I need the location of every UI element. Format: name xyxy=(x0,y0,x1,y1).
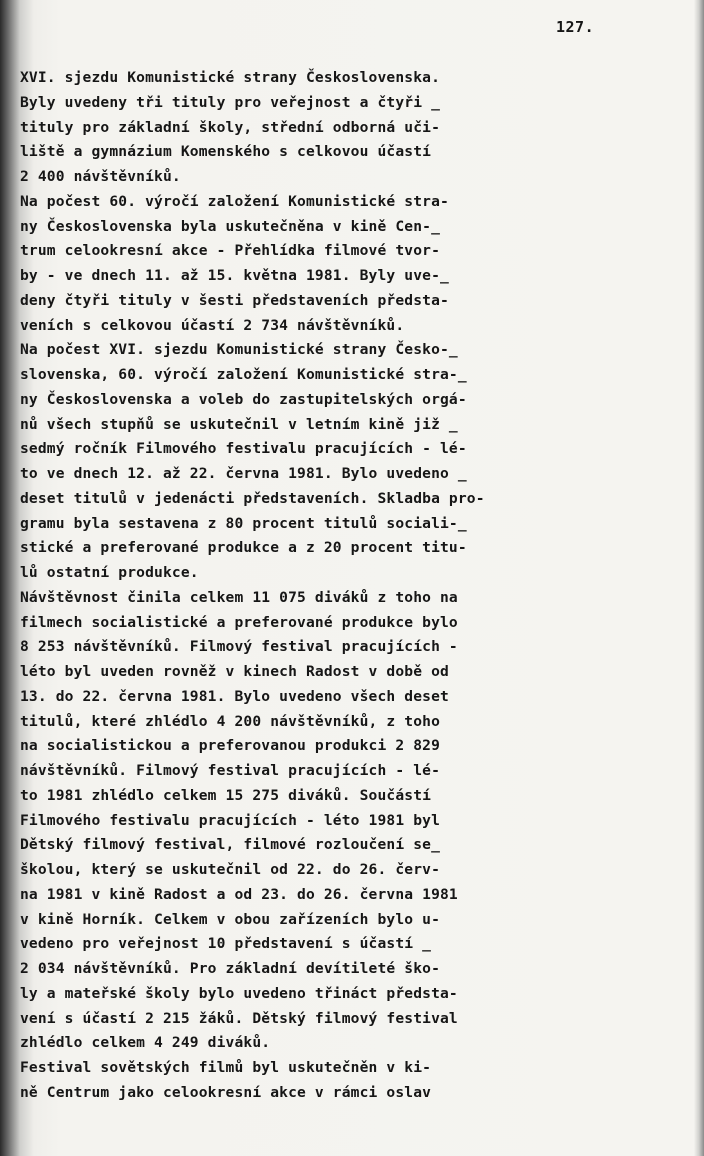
text-line: slovenska, 60. výročí založení Komunistické stra-_ xyxy=(20,366,467,383)
text-line: sedmý ročník Filmového festivalu pracujících - lé- xyxy=(20,440,467,458)
text-line: stické a preferované produkce a z 20 procent titu- xyxy=(20,539,467,557)
text-line: deny čtyři tituly v šesti představeních předsta- xyxy=(20,291,449,309)
text-line: deset titulů v jedenácti představeních. Skladba pro- xyxy=(20,489,485,507)
text-line: by - ve dnech 11. až 15. května 1981. Byly uve-_ xyxy=(20,267,449,284)
text-line: trum celookresní akce - Přehlídka filmové tvor- xyxy=(20,242,441,260)
text-line: tituly pro základní školy, střední odborná uči- xyxy=(20,118,441,136)
text-line: ně Centrum jako celookresní akce v rámci oslav xyxy=(20,1083,432,1101)
text-line: to ve dnech 12. až 22. června 1981. Bylo uvedeno _ xyxy=(20,465,467,482)
text-line: vení s účastí 2 215 žáků. Dětský filmový festival xyxy=(20,1009,458,1027)
text-line: Byly uvedeny tři tituly pro veřejnost a čtyři _ xyxy=(20,93,441,111)
text-line: vedeno pro veřejnost 10 představení s účastí _ xyxy=(20,935,432,953)
text-line: gramu byla sestavena z 80 procent titulů sociali-_ xyxy=(20,514,467,532)
text-line: Dětský filmový festival, filmové rozloučení se_ xyxy=(20,836,441,854)
text-line: Filmového festivalu pracujících - léto 1981 byl xyxy=(20,811,441,829)
text-line: Na počest 60. výročí založení Komunistické stra- xyxy=(20,192,449,210)
text-line: Festival sovětských filmů byl uskutečněn v ki- xyxy=(20,1059,432,1076)
text-line: to 1981 zhlédlo celkem 15 275 diváků. Součástí xyxy=(20,786,432,804)
text-line: veních s celkovou účastí 2 734 návštěvníků. xyxy=(20,316,405,334)
text-line: návštěvníků. Filmový festival pracujících - lé- xyxy=(20,762,441,779)
text-line: ny Československa byla uskutečněna v kině Cen-_ xyxy=(20,217,441,235)
text-line: zhlédlo celkem 4 249 diváků. xyxy=(20,1034,271,1052)
text-line: 13. do 22. června 1981. Bylo uvedeno všech deset xyxy=(20,687,449,705)
body-text xyxy=(20,66,680,1106)
text-line: XVI. sjezdu Komunistické strany Československa. xyxy=(20,69,441,86)
text-line: Návštěvnost činila celkem 11 075 diváků z toho na xyxy=(20,588,458,606)
text-line: liště a gymnázium Komenského s celkovou účastí xyxy=(20,143,432,161)
text-line: 2 034 návštěvníků. Pro základní devítileté ško- xyxy=(20,960,441,977)
text-line: léto byl uveden rovněž v kinech Radost v době od xyxy=(20,663,449,680)
text-line: filmech socialistické a preferované produkce bylo xyxy=(20,613,458,631)
text-line: titulů, které zhlédlo 4 200 návštěvníků, z toho xyxy=(20,712,441,730)
text-line: ny Československa a voleb do zastupitelských orgá- xyxy=(20,390,467,408)
text-line: 2 400 návštěvníků. xyxy=(20,168,181,185)
text-line: lů ostatní produkce. xyxy=(20,564,199,581)
text-line: v kině Horník. Celkem v obou zařízeních bylo u- xyxy=(20,910,441,928)
page-number: 127. xyxy=(556,18,595,36)
text-line: školou, který se uskutečnil od 22. do 26. červ- xyxy=(20,861,441,878)
text-line: na socialistickou a preferovanou produkci 2 829 xyxy=(20,737,441,755)
text-line: Na počest XVI. sjezdu Komunistické strany Česko-_ xyxy=(20,341,458,359)
text-line: 8 253 návštěvníků. Filmový festival pracujících - xyxy=(20,638,458,656)
text-line: ly a mateřské školy bylo uvedeno třináct předsta- xyxy=(20,984,458,1002)
text-line: nů všech stupňů se uskutečnil v letním kině již _ xyxy=(20,415,458,433)
page-edge-shadow xyxy=(694,0,704,1156)
text-line: na 1981 v kině Radost a od 23. do 26. června 1981 xyxy=(20,885,458,903)
